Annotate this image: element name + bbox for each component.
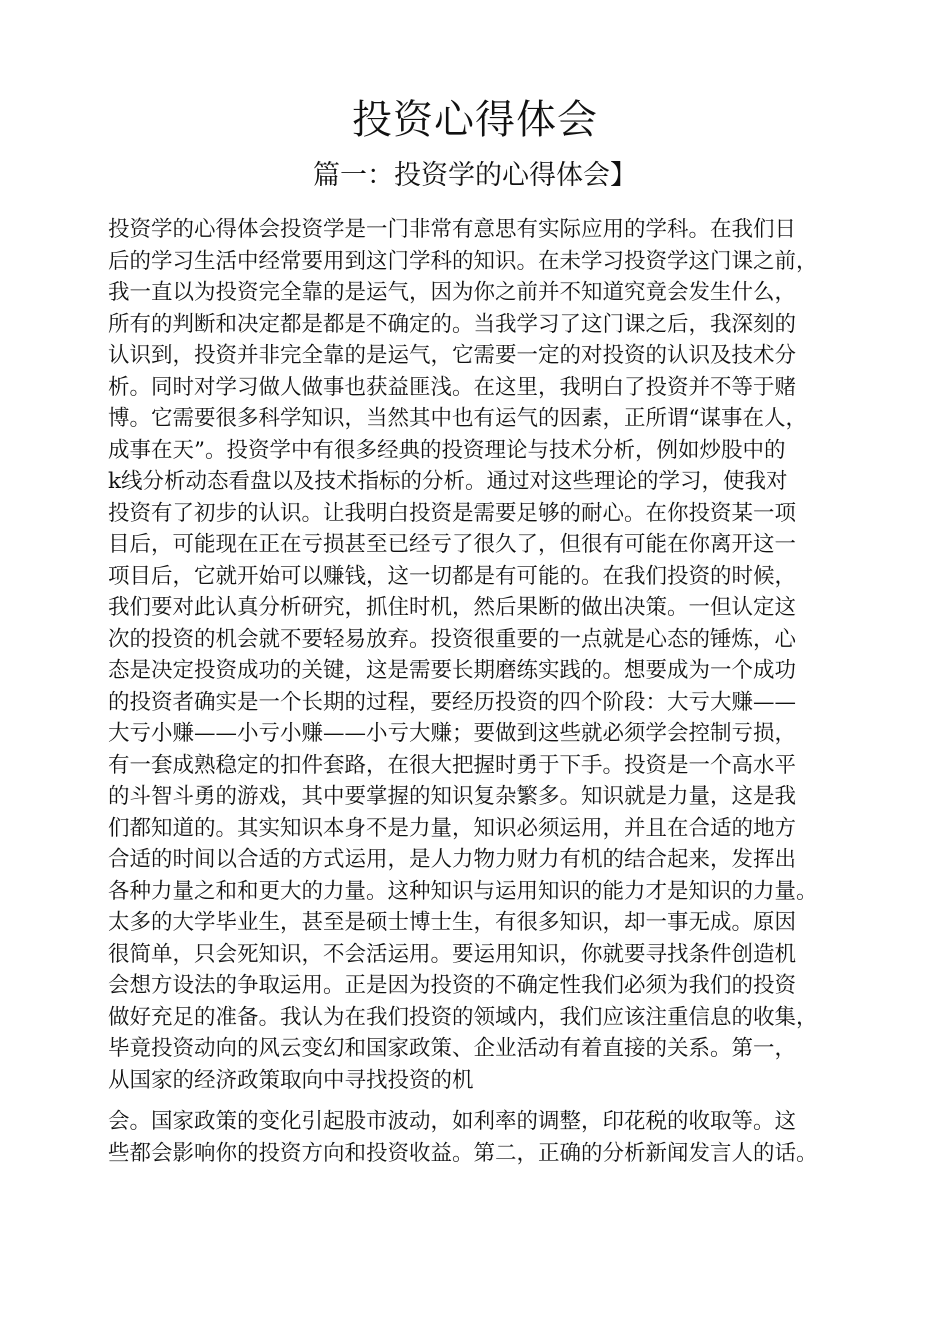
text-line: 很简单，只会死知识，不会活运用。要运用知识，你就要寻找条件创造机 (108, 941, 797, 967)
text-line: 太多的大学毕业生，甚至是硕士博士生，有很多知识，却一事无成。原因 (108, 910, 797, 935)
text-line: 毕竟投资动向的风云变幻和国家政策、企业活动有着直接的关系。第一， (108, 1036, 797, 1061)
text-line: 项目后，它就开始可以赚钱，这一切都是有可能的。在我们投资的时候， (108, 563, 797, 589)
text-line: 合适的时间以合适的方式运用，是人力物力财力有机的结合起来，发挥出 (108, 847, 797, 872)
text-line: 们都知道的。其实知识本身不是力量，知识必须运用，并且在合适的地方 (108, 815, 797, 841)
text-line: 从国家的经济政策取向中寻找投资的机 (108, 1067, 474, 1093)
text-line: 投资学的心得体会投资学是一门非常有意思有实际应用的学科。在我们日 (108, 217, 797, 242)
text-line: 所有的判断和决定都是都是不确定的。当我学习了这门课之后，我深刻的 (108, 311, 797, 337)
text-line: 做好充足的准备。我认为在我们投资的领域内，我们应该注重信息的收集， (108, 1004, 818, 1030)
text-line: 会。国家政策的变化引起股市波动，如利率的调整，印花税的收取等。这 (108, 1109, 797, 1134)
text-line: 些都会影响你的投资方向和投资收益。第二，正确的分析新闻发言人的话。 (108, 1140, 818, 1166)
text-line: 我们要对此认真分析研究，抓住时机，然后果断的做出决策。一但认定这 (108, 595, 797, 620)
text-line: 大亏小赚——小亏小赚——小亏大赚；要做到这些就必须学会控制亏损， (108, 721, 797, 746)
text-line: 的投资者确实是一个长期的过程，要经历投资的四个阶段：大亏大赚—— (108, 689, 797, 715)
text-line: 会想方设法的争取运用。正是因为投资的不确定性我们必须为我们的投资 (108, 973, 797, 998)
text-line: 投资有了初步的认识。让我明白投资是需要足够的耐心。在你投资某一项 (108, 500, 797, 526)
text-line: 目后，可能现在正在亏损甚至已经亏了很久了，但很有可能在你离开这一 (108, 532, 797, 557)
text-line: 有一套成熟稳定的扣件套路，在很大把握时勇于下手。投资是一个高水平 (108, 752, 797, 778)
text-line: 后的学习生活中经常要用到这门学科的知识。在未学习投资学这门课之前， (108, 248, 818, 274)
text-line: 成事在天”。投资学中有很多经典的投资理论与技术分析，例如炒股中的 (108, 437, 786, 463)
text-line: 态是决定投资成功的关键，这是需要长期磨练实践的。想要成为一个成功 (108, 658, 797, 683)
text-line: 博。它需要很多科学知识，当然其中也有运气的因素，正所谓“谋事在人， (108, 406, 807, 431)
document-title: 投资心得体会 (352, 97, 598, 143)
text-line: 我一直以为投资完全靠的是运气，因为你之前并不知道究竟会发生什么， (108, 280, 797, 305)
text-line: 各种力量之和和更大的力量。这种知识与运用知识的能力才是知识的力量。 (108, 878, 818, 904)
text-line: 认识到，投资并非完全靠的是运气，它需要一定的对投资的认识及技术分 (108, 343, 797, 368)
document-subtitle: 篇一：投资学的心得体会】 (313, 160, 637, 191)
text-line: 的斗智斗勇的游戏，其中要掌握的知识复杂繁多。知识就是力量，这是我 (108, 784, 797, 809)
text-line: 次的投资的机会就不要轻易放弃。投资很重要的一点就是心态的锤炼，心 (108, 626, 797, 652)
text-line: 析。同时对学习做人做事也获益匪浅。在这里，我明白了投资并不等于赌 (108, 374, 797, 400)
paragraph-2 (108, 1106, 888, 1169)
text-line: k线分析动态看盘以及技术指标的分析。通过对这些理论的学习，使我对 (108, 469, 788, 494)
paragraph-1 (108, 214, 888, 1096)
